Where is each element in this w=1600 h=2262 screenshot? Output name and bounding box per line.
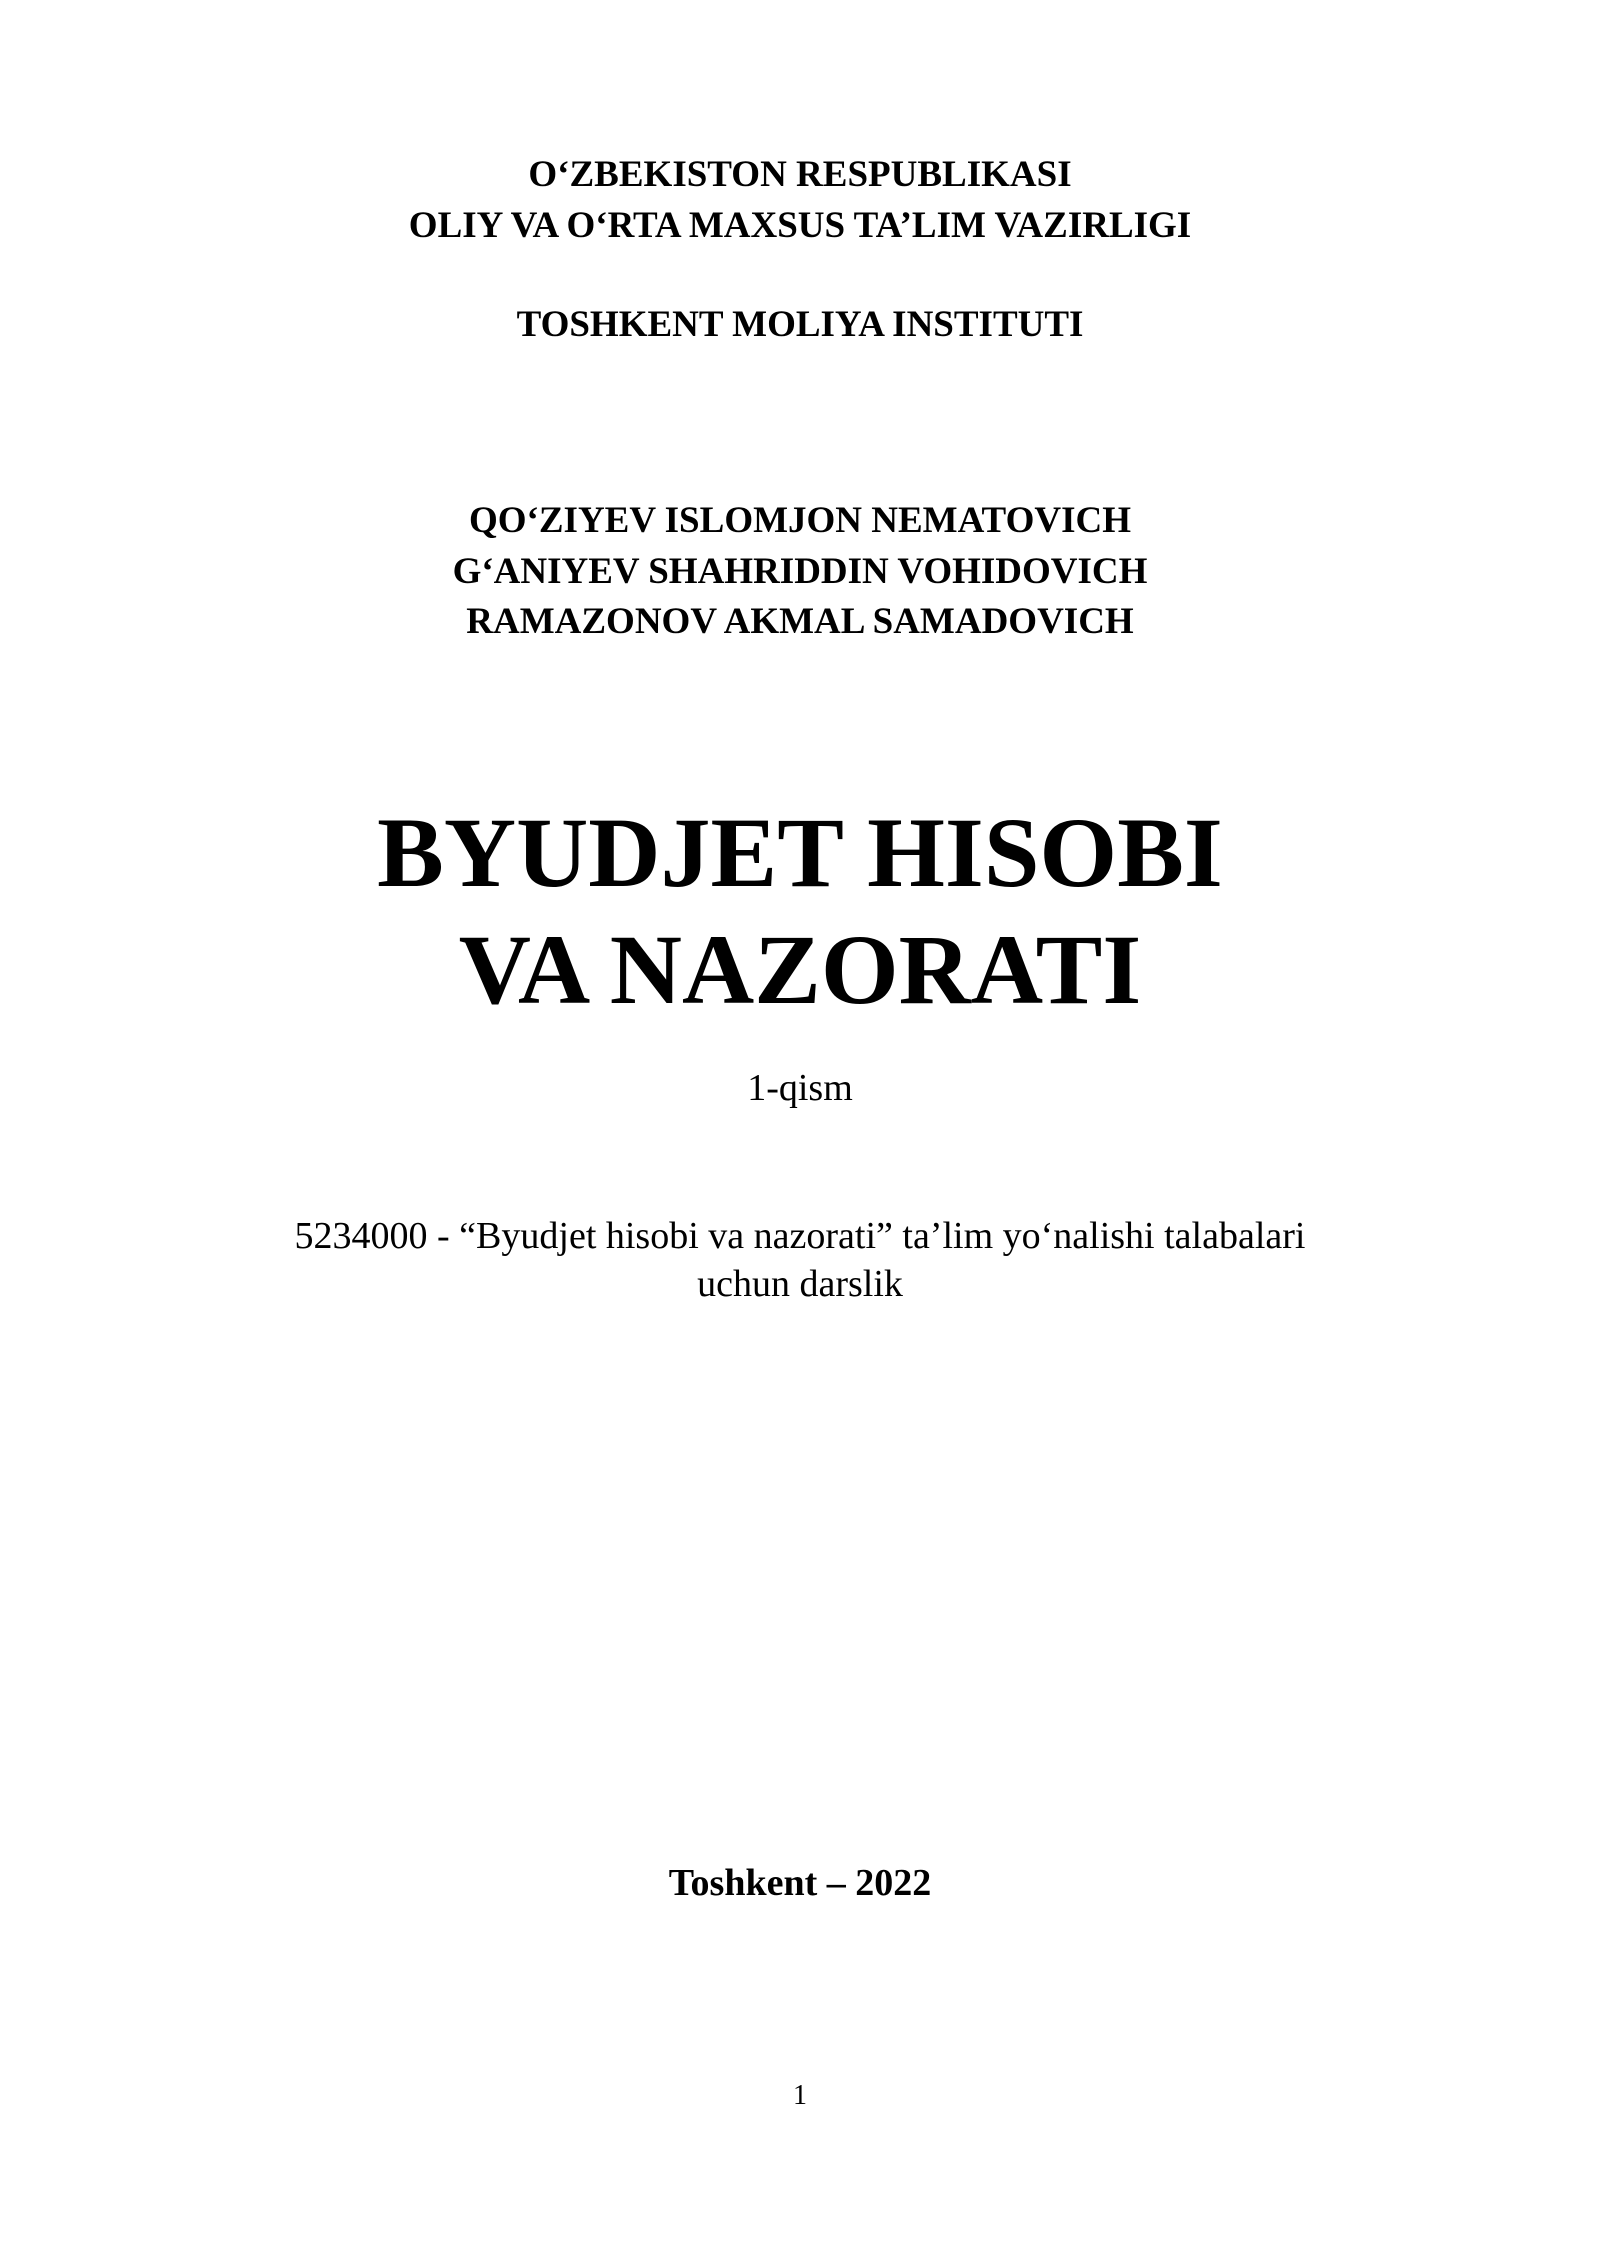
- part-label: 1-qism: [747, 1067, 853, 1109]
- description-line-1: 5234000 - “Byudjet hisobi va nazorati” ta’lim yo‘nalishi talabalari: [294, 1215, 1306, 1257]
- institute-heading: TOSHKENT MOLIYA INSTITUTI: [516, 304, 1084, 345]
- imprint-place-year: Toshkent – 2022: [668, 1862, 932, 1904]
- country-heading: O‘ZBEKISTON RESPUBLIKASI: [528, 154, 1072, 195]
- description-line-2: uchun darslik: [697, 1263, 903, 1305]
- page-number: 1: [793, 2080, 807, 2111]
- author-2: G‘ANIYEV SHAHRIDDIN VOHIDOVICH: [452, 551, 1148, 592]
- author-3: RAMAZONOV AKMAL SAMADOVICH: [466, 601, 1134, 642]
- ministry-heading: OLIY VA O‘RTA MAXSUS TA’LIM VAZIRLIGI: [408, 205, 1192, 246]
- book-title-line-1: BYUDJET HISOBI: [377, 797, 1223, 908]
- book-title-line-2: VA NAZORATI: [458, 914, 1142, 1025]
- author-1: QO‘ZIYEV ISLOMJON NEMATOVICH: [469, 500, 1131, 541]
